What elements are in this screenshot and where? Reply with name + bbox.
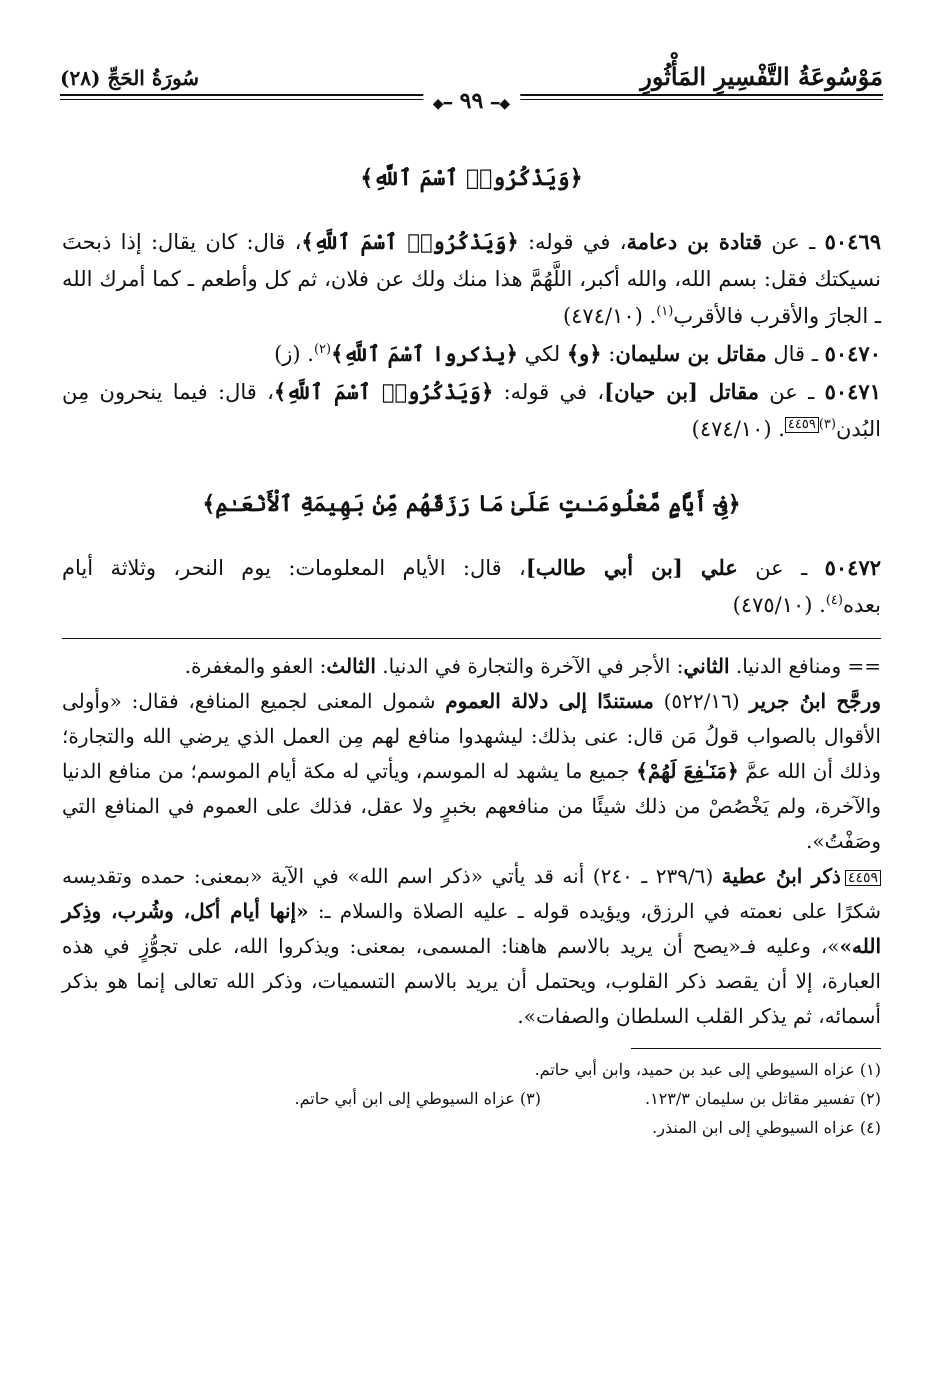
entry-number: ٥٠٤٧٠ [824,341,881,366]
left-ornament-icon: ◆━ [490,96,511,112]
volume-reference: . (٤٧٤/١٠) [691,417,785,441]
surah-title: سُورَةُ الحَجِّ (٢٨) [60,66,200,90]
entry-50472 [62,549,881,624]
commentary-text: »، وعليه فـ«يصح أن يريد بالاسم هاهنا: المسمى، بمعنى: ويذكروا الله، على تجوُّزٍ في هذه العبارة، إلا أن يقصد ذكر القلوب، ويحتمل أن يريد بالاسم التسميات، وذكر الله تعالى إنما هو بذكر أسمائه، ثم يذكر القلب السلطان والصفات». [62,934,881,1028]
commentary-box-label: ٤٤٥٩ [845,870,881,886]
footnote-marker[interactable]: (٢) [313,342,332,357]
entry-text-a: ، في قوله: [518,230,627,254]
entry-lead: ـ عن [737,556,808,580]
commentary-text: : الأجر في الآخرة والتجارة في الدنيا. [375,654,684,678]
commentary-bold: ورجَّح [826,689,881,713]
entry-mid: لكي [517,342,567,366]
scholar-name: ابنُ عطية [721,864,803,888]
entry-text: ، قال: الأيام المعلومات: يوم النحر، وثلاثة أيام بعده [62,556,881,617]
ayah-heading-1: ﴿وَيَذْكُرُوا۟ ٱسْمَ ٱللَّهِ﴾ [360,165,583,191]
page-number [423,88,520,114]
ayah-heading-2: ﴿فِىٓ أَيَّامٍ مَّعْلُومَـٰتٍ عَلَىٰ مَا رَزَقَهُم مِّنۢ بَهِيمَةِ ٱلْأَنْعَـٰمِ﴾ [202,491,741,517]
entry-50470 [62,335,881,373]
footnote-marker[interactable]: (١) [656,304,674,319]
footnote-marker[interactable]: (٣) [818,417,836,432]
commentary-text: (٥٢٢/١٦) [653,689,750,713]
commentary-paragraph-1 [62,649,881,684]
quran-quote: ﴿وَيَذْكُرُوا۟ ٱسْمَ ٱللَّهِ﴾ [273,379,494,404]
commentary-bold: الثاني [683,654,730,678]
commentary-section [62,649,881,1034]
footnote-3: (٣) عزاه السيوطي إلى ابن أبي حاتم. [294,1089,541,1108]
quran-quote: ﴿و﴾ [566,341,602,366]
footnote-marker[interactable]: (٤) [825,593,843,608]
footnote-row [62,1055,881,1084]
footnote-1: (١) عزاه السيوطي إلى عبد بن حميد، وابن أبي حاتم. [534,1060,881,1079]
hadith-quote: «إنها أيام أكل، وشُرب، وذِكر الله» [62,899,881,958]
footnote-row [62,1113,881,1142]
book-title: مَوْسُوعَةُ التَّفْسِيرِ المَأْثُورِ [640,62,883,91]
commentary-text: (٢٣٩/٦ ـ ٢٤٠) أنه قد يأتي «ذكر اسم الله» في الآية «بمعنى: حمده وتقديسه شكرًا على نعمته في الرزق، ويؤيده قوله ـ عليه الصلاة والسلام ـ: [62,864,881,923]
commentary-box-marker[interactable]: ٤٤٥٩ [785,417,819,433]
page-header [60,62,883,114]
right-ornament-icon: ━◆ [432,96,453,112]
volume-reference: . (٤٧٤/١٠) [562,304,657,328]
commentary-separator [62,638,881,639]
entry-text-b: ، قال: كان يقال: إذا ذبحتَ نسيكتك فقل: بسم الله، والله أكبر، اللَّهُمَّ هذا منك ولك عن فلان، ثم كل وأطعم ـ كما أمرك الله ـ الجارَ والأقرب فالأقرب [62,230,881,328]
entry-50471 [62,373,881,448]
entry-lead: ـ عن [758,380,815,404]
entry-number: ٥٠٤٧٢ [824,555,882,580]
narrator-name: مقاتل بن سليمان [615,341,767,366]
entry-50469 [62,223,881,335]
commentary-text: : العفو والمغفرة. [184,654,327,678]
footnotes [62,1055,881,1142]
commentary-text: جميع ما يشهد له الموسم، ويأتي له مكة أيام الموسم؛ من منافع الدنيا والآخرة، ولم يَخْصُصْ من ذلك شيئًا من منافعهم بخبرٍ ولا عقل، فذلك على العموم في المنافع التي وصَفْتُ». [62,759,881,853]
quran-quote: ﴿وَيَذْكُرُوا۟ ٱسْمَ ٱللَّهِ﴾ [301,229,519,254]
footnote-4: (٤) عزاه السيوطي إلى ابن المنذر. [652,1118,881,1137]
entry-number: ٥٠٤٧١ [824,379,881,404]
footnote-2: (٢) تفسير مقاتل بن سليمان ١٢٣/٣. [645,1089,881,1108]
entry-text-a: : [601,342,616,366]
volume-reference: . (٤٧٥/١٠) [732,593,826,617]
page-number-value: ٩٩ [459,88,484,114]
entry-lead: ـ قال [766,342,818,366]
footnote-separator [631,1048,881,1049]
narrator-name: مقاتل [بن حيان] [604,379,759,404]
commentary-bold: ذكر [802,864,841,888]
quran-quote: ﴿مَنَـٰفِعَ لَهُمْ﴾ [636,759,739,783]
commentary-text: شمول المعنى لجميع المنافع، فقال: «وأولى الأقوال بالصواب قولُ مَن قال: عنى بذلك: ليشهدوا منافع لهم مِن العمل الذي يرضي الله والتجارة؛ وذلك أن الله عمَّ [62,689,881,783]
scholar-name: ابنُ جرير [749,689,827,713]
footnote-row [62,1084,881,1113]
entry-text-a: ، في قوله: [493,380,605,404]
quran-quote: ﴿يذكروا ٱسْمَ ٱللَّهِ﴾ [331,341,518,366]
entry-number: ٥٠٤٦٩ [824,229,882,254]
commentary-bold: الثالث [326,654,376,678]
entry-lead: ـ عن [762,230,816,254]
entry-text-b: ، قال: فيما ينحرون مِن البُدن [62,380,881,441]
commentary-bold: مستندًا إلى دلالة العموم [445,689,654,713]
narrator-name: علي [بن أبي طالب] [525,555,738,580]
commentary-paragraph-2 [62,684,881,859]
volume-reference: . (ز) [274,342,314,366]
narrator-name: قتادة بن دعامة [626,229,763,254]
commentary-paragraph-3 [62,859,881,1034]
main-content [62,160,881,1142]
commentary-text: == ومنافع الدنيا. [729,654,881,678]
